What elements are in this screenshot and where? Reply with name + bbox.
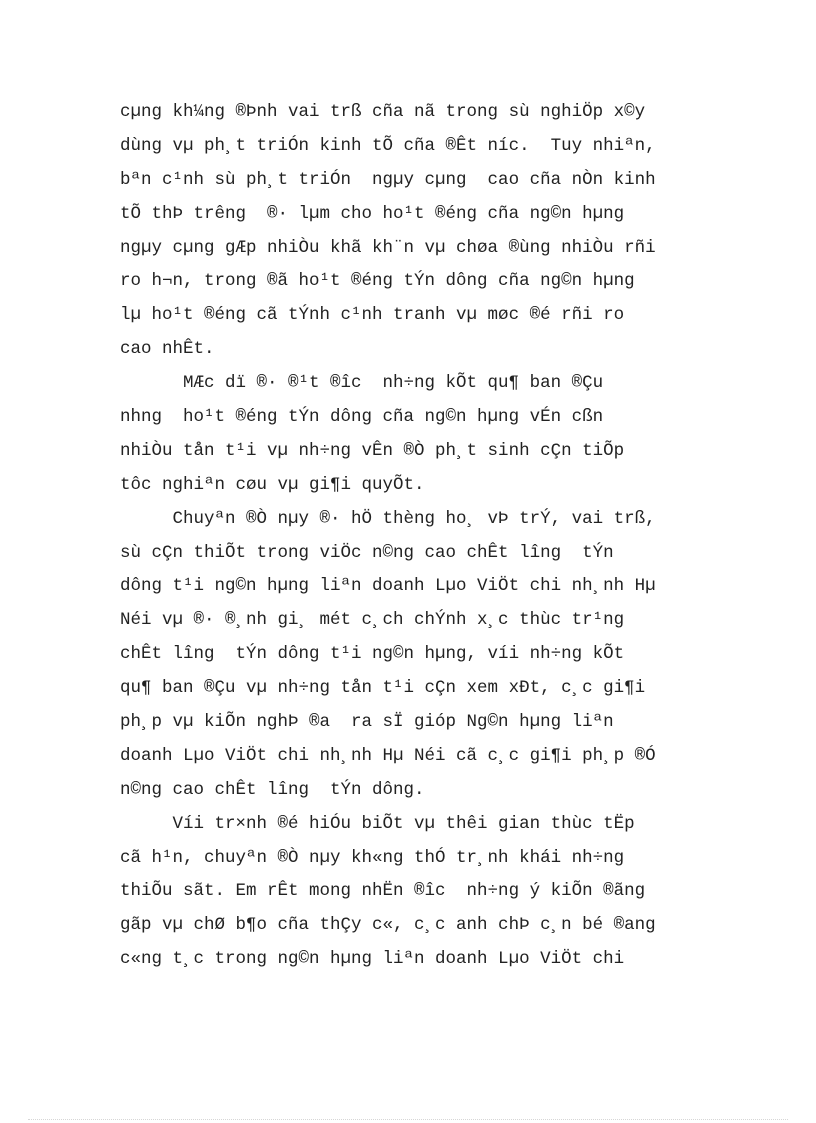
text-line: chÊt lîng tÝn dông t¹i ng©n hµng, víi nh÷ng kÕt — [120, 644, 625, 665]
text-line: Néi vµ ®· ®¸nh gi¸ mét c¸ch chÝnh x¸c thùc tr¹ng — [120, 610, 625, 631]
text-line: sù cÇn thiÕt trong viÖc n©ng cao chÊt lîng tÝn — [120, 542, 614, 563]
text-line: c«ng t¸c trong ng©n hµng liªn doanh Lµo ViÖt chi — [120, 949, 625, 970]
text-line: gãp vµ chØ b¶o cña thÇy c«, c¸c anh chÞ c¸n bé ®ang — [120, 915, 656, 936]
text-line: tôc nghiªn cøu vµ gi¶i quyÕt. — [120, 474, 425, 495]
text-line: ro h¬n, trong ®ã ho¹t ®éng tÝn dông cña ng©n hµng — [120, 271, 635, 292]
text-line: nhng ho¹t ®éng tÝn dông cña ng©n hµng vÉn cßn — [120, 407, 604, 428]
page-bottom-divider — [28, 1119, 788, 1120]
text-line: dùng vµ ph¸t triÓn kinh tÕ cña ®Êt níc. Tuy nhiªn, — [120, 135, 656, 156]
text-line: cã h¹n, chuyªn ®Ò nµy kh«ng thÓ tr¸nh khái nh÷ng — [120, 847, 625, 868]
text-line: Chuyªn ®Ò nµy ®· hÖ thèng ho¸ vÞ trÝ, vai trß, — [120, 508, 656, 529]
text-line: lµ ho¹t ®éng cã tÝnh c¹nh tranh vµ møc ®é rñi ro — [120, 305, 625, 326]
text-line: bªn c¹nh sù ph¸t triÓn ngµy cµng cao cña nÒn kinh — [120, 169, 656, 190]
text-line: dông t¹i ng©n hµng liªn doanh Lµo ViÖt chi nh¸nh Hµ — [120, 576, 656, 597]
text-line: n©ng cao chÊt lîng tÝn dông. — [120, 779, 425, 800]
text-line: cµng kh¼ng ®Þnh vai trß cña nã trong sù nghiÖp x©y — [120, 102, 646, 122]
text-line: nhiÒu tån t¹i vµ nh÷ng vÊn ®Ò ph¸t sinh cÇn tiÕp — [120, 440, 625, 461]
text-line: thiÕu sãt. Em rÊt mong nhËn ®îc nh÷ng ý kiÕn ®ãng — [120, 881, 646, 902]
text-line: ph¸p vµ kiÕn nghÞ ®a ra sÏ gióp Ng©n hµng liªn — [120, 712, 614, 733]
text-line: MÆc dï ®· ®¹t ®îc nh÷ng kÕt qu¶ ban ®Çu — [120, 373, 604, 394]
text-line: qu¶ ban ®Çu vµ nh÷ng tån t¹i cÇn xem xÐt, c¸c gi¶i — [120, 678, 646, 699]
text-line: cao nhÊt. — [120, 339, 215, 360]
text-line: tÕ thÞ trêng ®· lµm cho ho¹t ®éng cña ng©n hµng — [120, 203, 625, 224]
text-line: Víi tr×nh ®é hiÓu biÕt vµ thêi gian thùc tËp — [120, 813, 635, 834]
text-line: ngµy cµng gÆp nhiÒu khã kh¨n vµ chøa ®ùng nhiÒu rñi — [120, 237, 656, 258]
body-text — [120, 96, 697, 977]
text-line: doanh Lµo ViÖt chi nh¸nh Hµ Néi cã c¸c gi¶i ph¸p ®Ó — [120, 745, 656, 766]
